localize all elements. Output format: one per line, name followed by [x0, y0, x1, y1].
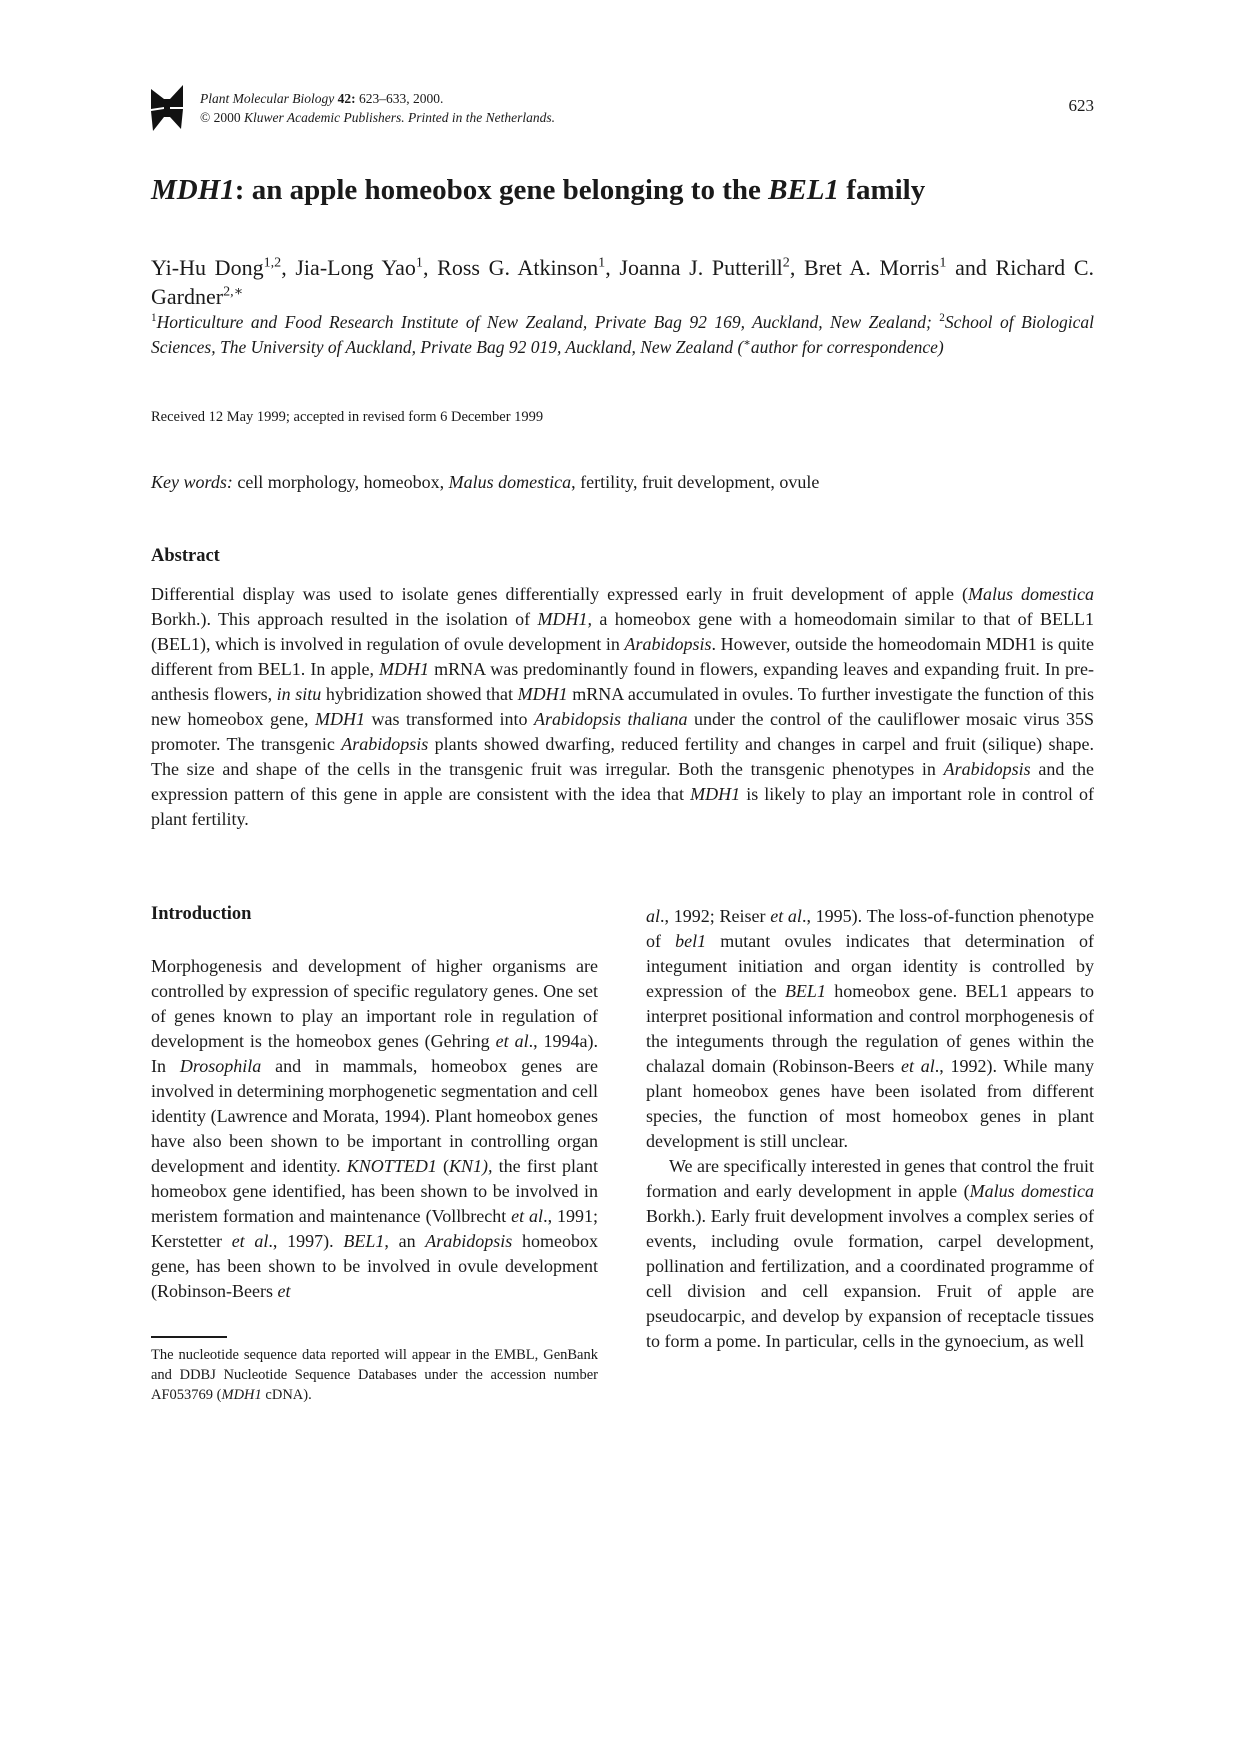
author: Yi-Hu Dong$^{1,2}$, — [151, 254, 296, 280]
received-dates: Received 12 May 1999; accepted in revised form 6 December 1999 — [151, 409, 544, 425]
author: Bret A. Morris$^1$ and — [804, 254, 996, 280]
keywords: Key words: cell morphology, homeobox, Malus domestica, fertility, fruit development, ovule — [151, 472, 820, 492]
footnote-rule — [151, 1336, 227, 1338]
abstract-body: Differential display was used to isolate genes differentially expressed early in fruit development of apple (Malus domestica Borkh.). This approach resulted in the isolation of MDH1, a homeobox gene with a homeodomain similar to that of BELL1 (BEL1), which is involved in regulation of ovule development in Arabidopsis. However, outside the homeodomain MDH1 is quite different from BEL1. In apple, MDH1 mRNA was predominantly found in flowers, expanding leaves and expanding fruit. In pre-anthesis flowers, in situ hybridization showed that MDH1 mRNA accumulated in ovules. To further investigate the function of this new homeobox gene, MDH1 was transformed into Arabidopsis thaliana under the control of the cauliflower mosaic virus 35S promoter. The transgenic Arabidopsis plants showed dwarfing, reduced fertility and changes in carpel and fruit (silique) shape. The size and shape of the cells in the transgenic fruit was irregular. Both the transgenic phenotypes in Arabidopsis and the expression pattern of this gene in apple are consistent with the idea that MDH1 is likely to play an important role in control of plant fertility. — [151, 584, 1095, 829]
introduction-paragraph-2: We are specifically interested in genes that control the fruit formation and early development in apple (Malus domestica Borkh.). Early fruit development involves a complex series of events, including ovule formation, carpel development, pollination and fertilization, and a coordinated programme of cell division and cell expansion. Fruit of apple are pseudocarpic, and develop by expansion of receptacle tissues to form a pome. In particular, cells in the gynoecium, as well — [646, 1156, 1095, 1351]
footnote: The nucleotide sequence data reported will appear in the EMBL, GenBank and DDBJ Nucleotide Sequence Databases under the accession number AF053769 (MDH1 cDNA). — [151, 1347, 598, 1403]
publisher-logo — [151, 85, 183, 131]
abstract-heading: Abstract — [151, 546, 220, 566]
article-title: MDH1: an apple homeobox gene belonging to the BEL1 family — [151, 174, 926, 206]
journal-copyright: © 2000 Kluwer Academic Publishers. Printed in the Netherlands. — [200, 110, 555, 125]
author: Joanna J. Putterill$^2$, — [619, 254, 805, 280]
journal-header — [200, 89, 555, 127]
introduction-paragraph-1: Morphogenesis and development of higher organisms are controlled by expression of specific regulatory genes. One set of genes known to play an important role in regulation of development is the homeobox genes (Gehring et al., 1994a). In Drosophila and in mammals, homeobox genes are involved in determining morphogenetic segmentation and cell identity (Lawrence and Morata, 1994). Plant homeobox genes have also been shown to be important in controlling organ development and identity. KNOTTED1 (KN1), the first plant homeobox gene identified, has been shown to be involved in meristem formation and maintenance (Vollbrecht et al., 1991; Kerstetter et al., 1997). BEL1, an Arabidopsis homeobox gene, has been shown to be involved in ovule development (Robinson-Beers et — [151, 956, 599, 1301]
author: Jia-Long Yao$^1$, — [295, 254, 438, 280]
journal-citation: Plant Molecular Biology 42: 623–633, 2000. — [200, 91, 444, 106]
page-number: 623 — [1068, 96, 1094, 115]
introduction-paragraph-1-continued: al., 1992; Reiser et al., 1995). The loss-of-function phenotype of bel1 mutant ovules indicates that determination of integument initiation and organ identity is controlled by expression of the BEL1 homeobox gene. BEL1 appears to interpret positional information and control morphogenesis of the integuments through the regulation of genes within the chalazal domain (Robinson-Beers et al., 1992). While many plant homeobox genes have been isolated from different species, the function of most homeobox genes in plant development is still unclear. — [646, 906, 1094, 1151]
author-list — [151, 253, 1094, 311]
introduction-heading: Introduction — [151, 904, 252, 924]
affiliations: $^1$Horticulture and Food Research Institute of New Zealand, Private Bag 92 169, Auckland, New Zealand; $^2$School of Biological Sciences, The University of Auckland, Private Bag 92 019, Auckland, New Zealand (∗author for correspondence) — [151, 312, 1094, 357]
introduction-column-2 — [646, 904, 1094, 1354]
author: Ross G. Atkinson$^1$, — [437, 254, 620, 280]
author: Richard C. Gardner$^{2,∗}$ — [151, 255, 1095, 309]
